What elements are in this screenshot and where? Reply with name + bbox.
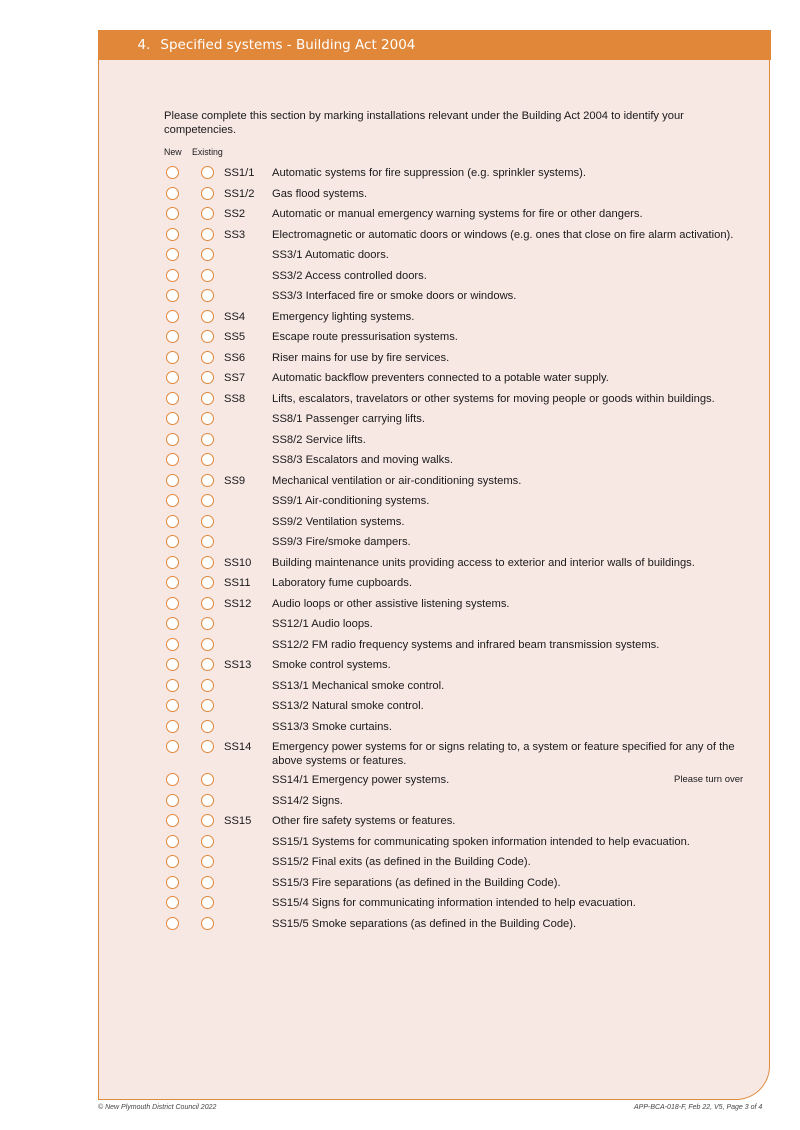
section-header [98, 30, 771, 60]
existing-radio-button[interactable] [201, 876, 214, 889]
system-code: SS11 [224, 577, 251, 589]
specified-systems-panel [98, 30, 770, 1100]
new-radio-button[interactable] [166, 248, 179, 261]
existing-radio-button[interactable] [201, 310, 214, 323]
system-description: Smoke control systems. [272, 659, 391, 671]
system-description: Lifts, escalators, travelators or other systems for moving people or goods within buildings. [272, 392, 715, 405]
existing-radio-button[interactable] [201, 248, 214, 261]
existing-radio-button[interactable] [201, 371, 214, 384]
existing-radio-button[interactable] [201, 433, 214, 446]
existing-radio-button[interactable] [201, 835, 214, 848]
new-radio-button[interactable] [166, 207, 179, 220]
existing-radio-button[interactable] [201, 535, 214, 548]
system-description: Emergency lighting systems. [272, 310, 415, 323]
system-code: SS9 [224, 474, 246, 487]
new-radio-button[interactable] [166, 392, 179, 405]
system-code: SS3 [224, 228, 246, 241]
new-radio-button[interactable] [166, 917, 179, 930]
system-code: SS15 [224, 815, 252, 827]
system-description: SS15/1 Systems for communicating spoken information intended to help evacuation. [272, 835, 690, 848]
existing-radio-button[interactable] [201, 330, 214, 343]
new-radio-button[interactable] [166, 814, 179, 827]
new-radio-button[interactable] [166, 773, 179, 786]
new-radio-button[interactable] [166, 740, 179, 753]
system-description: SS9/2 Ventilation systems. [272, 515, 405, 528]
new-radio-button[interactable] [166, 453, 179, 466]
new-radio-button[interactable] [166, 228, 179, 241]
system-description: Automatic or manual emergency warning systems for fire or other dangers. [272, 208, 643, 220]
system-description: SS15/5 Smoke separations (as defined in the Building Code). [272, 917, 577, 930]
existing-radio-button[interactable] [201, 289, 214, 302]
new-radio-button[interactable] [166, 412, 179, 425]
new-radio-button[interactable] [166, 187, 179, 200]
new-radio-button[interactable] [166, 515, 179, 528]
system-description: Mechanical ventilation or air-conditioning systems. [272, 474, 522, 487]
new-radio-button[interactable] [166, 494, 179, 507]
new-radio-button[interactable] [166, 535, 179, 548]
existing-radio-button[interactable] [201, 351, 214, 364]
existing-radio-button[interactable] [201, 773, 214, 786]
new-radio-button[interactable] [166, 330, 179, 343]
existing-radio-button[interactable] [201, 638, 214, 651]
new-radio-button[interactable] [166, 474, 179, 487]
system-description: Emergency power systems for or signs relating to, a system or feature specified for any of the above systems or features. [272, 741, 735, 767]
system-description: SS3/3 Interfaced fire or smoke doors or windows. [272, 290, 517, 302]
system-code: SS14 [224, 741, 252, 753]
system-description: SS8/3 Escalators and moving walks. [272, 454, 453, 466]
existing-radio-button[interactable] [201, 814, 214, 827]
system-description: SS12/2 FM radio frequency systems and infrared beam transmission systems. [272, 638, 660, 651]
system-description: SS9/1 Air-conditioning systems. [272, 495, 430, 507]
system-description: Laboratory fume cupboards. [272, 577, 412, 589]
new-radio-button[interactable] [166, 556, 179, 569]
please-turn-over: Please turn over [674, 774, 744, 785]
system-code: SS2 [224, 208, 246, 220]
system-code: SS4 [224, 310, 246, 323]
system-description: SS12/1 Audio loops. [272, 618, 373, 630]
new-radio-button[interactable] [166, 576, 179, 589]
system-code: SS8 [224, 392, 246, 405]
existing-radio-button[interactable] [201, 917, 214, 930]
section-title: Specified systems - Building Act 2004 [160, 37, 416, 53]
system-description: SS3/1 Automatic doors. [272, 249, 389, 261]
footer-form-reference: APP-BCA-018-F, Feb 22, V5, Page 3 of 4 [634, 1104, 763, 1111]
system-description: Other fire safety systems or features. [272, 815, 456, 827]
new-radio-button[interactable] [166, 699, 179, 712]
existing-radio-button[interactable] [201, 166, 214, 179]
new-radio-button[interactable] [166, 371, 179, 384]
section-number: 4. [137, 37, 151, 53]
column-header-existing: Existing [192, 147, 223, 157]
existing-radio-button[interactable] [201, 412, 214, 425]
system-code: SS7 [224, 372, 246, 384]
existing-radio-button[interactable] [201, 474, 214, 487]
existing-radio-button[interactable] [201, 515, 214, 528]
existing-radio-button[interactable] [201, 392, 214, 405]
existing-radio-button[interactable] [201, 494, 214, 507]
system-code: SS5 [224, 331, 246, 343]
new-radio-button[interactable] [166, 679, 179, 692]
existing-radio-button[interactable] [201, 597, 214, 610]
new-radio-button[interactable] [166, 720, 179, 733]
existing-radio-button[interactable] [201, 556, 214, 569]
system-description: Audio loops or other assistive listening systems. [272, 597, 510, 610]
system-code: SS13 [224, 659, 252, 671]
system-description: SS13/3 Smoke curtains. [272, 720, 393, 733]
new-radio-button[interactable] [166, 597, 179, 610]
existing-radio-button[interactable] [201, 740, 214, 753]
new-radio-button[interactable] [166, 269, 179, 282]
system-description: Automatic systems for fire suppression (e.g. sprinkler systems). [272, 167, 586, 179]
existing-radio-button[interactable] [201, 576, 214, 589]
system-code: SS12 [224, 597, 252, 610]
new-radio-button[interactable] [166, 310, 179, 323]
system-description: SS15/4 Signs for communicating information intended to help evacuation. [272, 897, 636, 909]
new-radio-button[interactable] [166, 351, 179, 364]
column-header-new: New [164, 147, 182, 157]
existing-radio-button[interactable] [201, 228, 214, 241]
new-radio-button[interactable] [166, 876, 179, 889]
system-description: SS3/2 Access controlled doors. [272, 269, 427, 282]
new-radio-button[interactable] [166, 617, 179, 630]
system-code: SS1/1 [224, 167, 255, 179]
system-description: Gas flood systems. [272, 187, 368, 200]
system-code: SS10 [224, 556, 252, 569]
new-radio-button[interactable] [166, 433, 179, 446]
new-radio-button[interactable] [166, 835, 179, 848]
existing-radio-button[interactable] [201, 794, 214, 807]
system-description: Riser mains for use by fire services. [272, 351, 450, 364]
system-description: Building maintenance units providing access to exterior and interior walls of buildings. [272, 556, 695, 569]
system-description: Electromagnetic or automatic doors or windows (e.g. ones that close on fire alarm activation). [272, 228, 734, 241]
existing-radio-button[interactable] [201, 187, 214, 200]
system-description: SS15/3 Fire separations (as defined in the Building Code). [272, 876, 561, 889]
system-description: Escape route pressurisation systems. [272, 331, 458, 343]
new-radio-button[interactable] [166, 289, 179, 302]
existing-radio-button[interactable] [201, 658, 214, 671]
existing-radio-button[interactable] [201, 679, 214, 692]
footer-copyright: © New Plymouth District Council 2022 [98, 1104, 217, 1111]
system-description: SS9/3 Fire/smoke dampers. [272, 536, 411, 548]
new-radio-button[interactable] [166, 794, 179, 807]
system-code: SS6 [224, 351, 246, 364]
section-intro: Please complete this section by marking installations relevant under the Building Act 2004 to identify your competencies. [164, 110, 684, 136]
existing-radio-button[interactable] [201, 617, 214, 630]
new-radio-button[interactable] [166, 166, 179, 179]
system-description: Automatic backflow preventers connected to a potable water supply. [272, 372, 609, 384]
system-description: SS13/2 Natural smoke control. [272, 700, 424, 712]
existing-radio-button[interactable] [201, 207, 214, 220]
new-radio-button[interactable] [166, 896, 179, 909]
system-description: SS8/2 Service lifts. [272, 433, 366, 446]
new-radio-button[interactable] [166, 658, 179, 671]
system-description: SS14/1 Emergency power systems. [272, 774, 450, 786]
existing-radio-button[interactable] [201, 699, 214, 712]
new-radio-button[interactable] [166, 855, 179, 868]
system-description: SS8/1 Passenger carrying lifts. [272, 413, 425, 425]
existing-radio-button[interactable] [201, 855, 214, 868]
existing-radio-button[interactable] [201, 896, 214, 909]
system-description: SS13/1 Mechanical smoke control. [272, 679, 445, 692]
existing-radio-button[interactable] [201, 720, 214, 733]
new-radio-button[interactable] [166, 638, 179, 651]
system-description: SS15/2 Final exits (as defined in the Building Code). [272, 856, 531, 868]
system-description: SS14/2 Signs. [272, 794, 343, 807]
existing-radio-button[interactable] [201, 453, 214, 466]
existing-radio-button[interactable] [201, 269, 214, 282]
system-code: SS1/2 [224, 187, 255, 200]
